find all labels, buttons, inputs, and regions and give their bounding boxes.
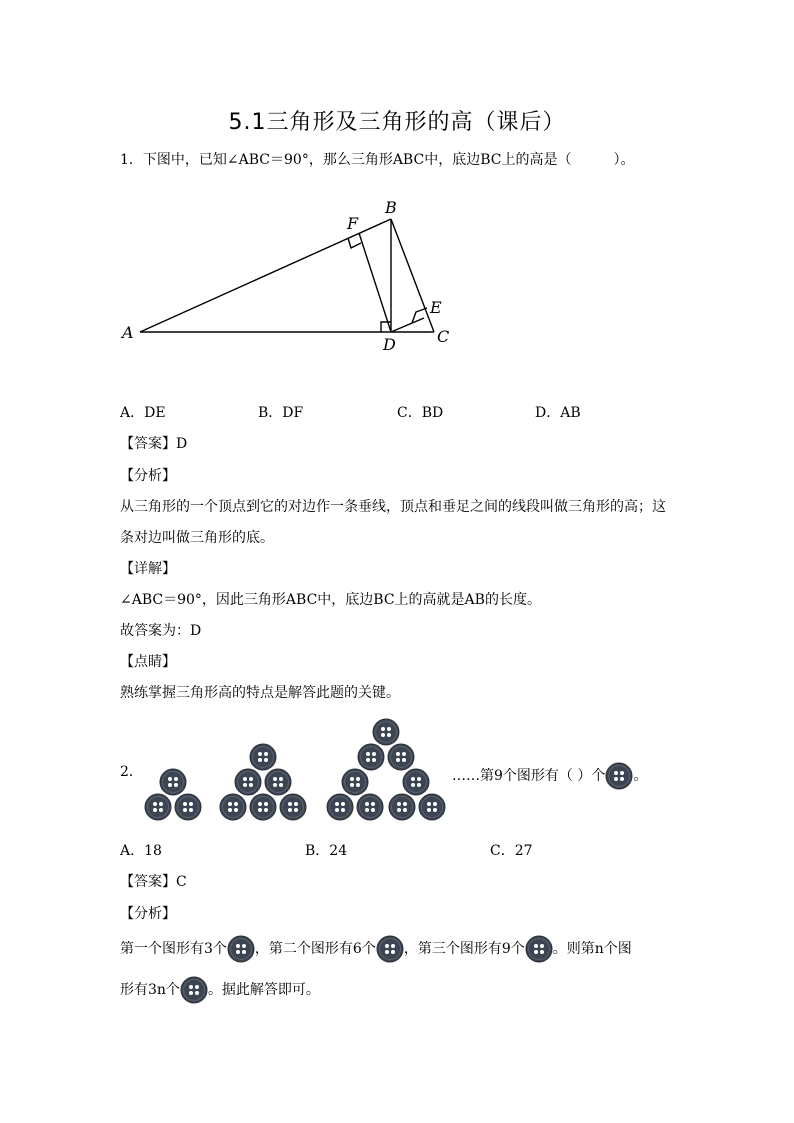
q1-comment-label: 【点睛】 [120,654,176,670]
q1-detail-line1: ∠ABC＝90°，因此三角形ABC中，底边BC上的高就是AB的长度。 [120,592,541,608]
q2-analysis-line1 [120,935,632,963]
q1-option-a: A．DE [120,405,166,421]
q2-analysis-label: 【分析】 [120,906,176,922]
label-d: D [383,335,396,354]
q2-line1-a: 第一个图形有3个 [120,941,227,957]
q2-number: 2． [120,764,143,780]
q2-line1-c: ，第三个图形有9个 [403,941,525,957]
q1-stem: 1．下图中，已知∠ABC＝90°，那么三角形ABC中，底边BC上的高是（ ）。 [120,152,635,168]
button-icon [227,935,255,963]
right-angle-f [348,238,361,248]
button-icon [605,762,633,790]
button-icon [145,794,171,820]
segment-de [391,318,424,332]
button-icon [180,976,208,1004]
button-icon [373,719,399,745]
q2-answer: 【答案】C [120,874,187,890]
right-angle-e [412,308,427,323]
button-icon [220,794,246,820]
button-icon [342,769,368,795]
button-icon [250,744,276,770]
segment-df [359,233,391,332]
q2-line1-d: 。则第n个图 [552,941,632,957]
button-icon [525,935,553,963]
label-b: B [385,198,397,217]
q1-detail-label: 【详解】 [120,561,176,577]
label-c: C [437,327,450,346]
q1-detail-line2: 故答案为：D [120,623,202,639]
button-icon [280,794,306,820]
q2-stem [452,762,647,790]
button-icon [327,794,353,820]
segment-ab [140,219,391,332]
q2-line2-b: 。据此解答即可。 [207,982,320,998]
q1-analysis-line1: 从三角形的一个顶点到它的对边作一条垂线，顶点和垂足之间的线段叫做三角形的高；这 [120,499,666,515]
q2-option-b: B．24 [305,843,348,859]
q2-option-c: C．27 [490,843,533,859]
q2-line2-a: 形有3n个 [120,982,180,998]
button-icon [376,935,404,963]
button-icon [357,794,383,820]
button-icon [403,769,429,795]
button-icon [235,769,261,795]
q1-analysis-line2: 条对边叫做三角形的底。 [120,530,274,546]
q2-option-a: A．18 [120,843,162,859]
button-icon [419,794,445,820]
q2-button-pattern-figure [0,700,794,840]
q1-option-c: C．BD [397,405,444,421]
page-title: 5.1三角形及三角形的高（课后） [228,110,566,135]
button-icon [358,744,384,770]
q1-analysis-label: 【分析】 [120,468,176,484]
q2-line1-b: ，第二个图形有6个 [254,941,376,957]
label-e: E [430,298,442,317]
q1-triangle-figure [0,0,794,400]
label-f: F [347,214,359,233]
button-icon [250,794,276,820]
q1-option-b: B．DF [258,405,304,421]
button-icon [175,794,201,820]
q2-analysis-line2 [120,976,320,1004]
q2-stem-part2: 。 [633,768,648,784]
button-icon [265,769,291,795]
button-icon [160,769,186,795]
q1-comment-line: 熟练掌握三角形高的特点是解答此题的关键。 [120,685,400,701]
q1-answer: 【答案】D [120,436,188,452]
button-icon [388,744,414,770]
q2-stem-part1: ……第9个图形有（ ）个 [452,768,606,784]
segment-bc [391,219,434,332]
q1-option-d: D．AB [535,405,581,421]
button-icon [389,794,415,820]
label-a: A [122,323,134,342]
